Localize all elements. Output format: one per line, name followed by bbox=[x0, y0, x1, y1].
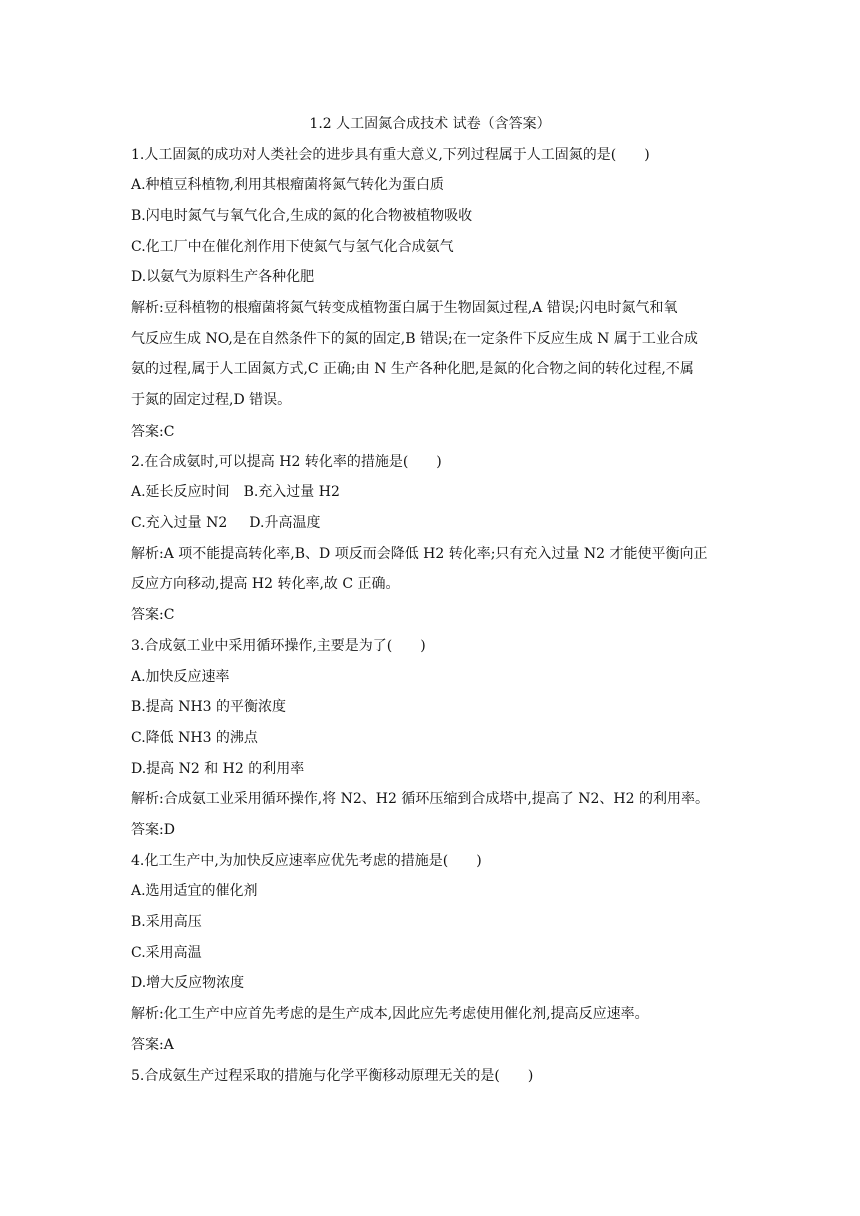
question-3-option-b: B.提高 NH3 的平衡浓度 bbox=[131, 699, 287, 715]
question-2-option-b: B.充入过量 H2 bbox=[243, 484, 340, 500]
question-1-analysis-line: 气反应生成 NO,是在自然条件下的氮的固定,B 错误;在一定条件下反应生成 N 属于工业合成 bbox=[131, 331, 698, 347]
document-title: 1.2 人工固氮合成技术 试卷（含答案） bbox=[309, 116, 551, 132]
question-1-analysis-line: 于氮的固定过程,D 错误。 bbox=[131, 392, 292, 408]
question-4-answer: 答案:A bbox=[131, 1037, 174, 1053]
question-2-option-a: A.延长反应时间 bbox=[131, 484, 230, 500]
question-1-stem: 1.人工固氮的成功对人类社会的进步具有重大意义,下列过程属于人工固氮的是( ) bbox=[131, 147, 650, 163]
question-1-analysis-line: 氨的过程,属于人工固氮方式,C 正确;由 N 生产各种化肥,是氮的化合物之间的转化过程,不属 bbox=[131, 361, 694, 377]
question-3-answer: 答案:D bbox=[131, 822, 175, 838]
question-1-option-c: C.化工厂中在催化剂作用下使氮气与氢气化合成氨气 bbox=[131, 239, 454, 255]
question-1-answer: 答案:C bbox=[131, 424, 175, 440]
question-4-option-c: C.采用高温 bbox=[131, 945, 202, 961]
question-3-option-c: C.降低 NH3 的沸点 bbox=[131, 730, 258, 746]
question-4-option-b: B.采用高压 bbox=[131, 914, 202, 930]
question-1-option-b: B.闪电时氮气与氧气化合,生成的氮的化合物被植物吸收 bbox=[131, 208, 473, 224]
question-1-option-d: D.以氨气为原料生产各种化肥 bbox=[131, 269, 315, 285]
question-4-analysis-line: 解析:化工生产中应首先考虑的是生产成本,因此应先考虑使用催化剂,提高反应速率。 bbox=[131, 1006, 649, 1022]
question-2-option-c: C.充入过量 N2 bbox=[131, 515, 228, 531]
question-3-option-d: D.提高 N2 和 H2 的利用率 bbox=[131, 761, 305, 777]
question-1-option-a: A.种植豆科植物,利用其根瘤菌将氮气转化为蛋白质 bbox=[131, 177, 445, 193]
question-2-analysis-line: 反应方向移动,提高 H2 转化率,故 C 正确。 bbox=[131, 576, 400, 592]
question-2-answer: 答案:C bbox=[131, 607, 175, 623]
question-2-options-row-2 bbox=[131, 513, 320, 533]
question-3-stem: 3.合成氨工业中采用循环操作,主要是为了( ) bbox=[131, 638, 426, 654]
question-3-analysis-line: 解析:合成氨工业采用循环操作,将 N2、H2 循环压缩到合成塔中,提高了 N2、H2 的利用率。 bbox=[131, 791, 709, 807]
question-4-option-a: A.选用适宜的催化剂 bbox=[131, 883, 258, 899]
question-2-analysis-line: 解析:A 项不能提高转化率,B、D 项反而会降低 H2 转化率;只有充入过量 N2 才能使平衡向正 bbox=[131, 546, 708, 562]
question-4-stem: 4.化工生产中,为加快反应速率应优先考虑的措施是( ) bbox=[131, 853, 482, 869]
question-4-option-d: D.增大反应物浓度 bbox=[131, 975, 245, 991]
question-2-options-row-1 bbox=[131, 482, 340, 502]
question-3-option-a: A.加快反应速率 bbox=[131, 669, 230, 685]
question-5-stem: 5.合成氨生产过程采取的措施与化学平衡移动原理无关的是( ) bbox=[131, 1068, 534, 1084]
question-1-analysis-line: 解析:豆科植物的根瘤菌将氮气转变成植物蛋白属于生物固氮过程,A 错误;闪电时氮气和氧 bbox=[131, 300, 678, 316]
question-2-stem: 2.在合成氨时,可以提高 H2 转化率的措施是( ) bbox=[131, 454, 442, 470]
question-2-option-d: D.升高温度 bbox=[249, 515, 321, 531]
